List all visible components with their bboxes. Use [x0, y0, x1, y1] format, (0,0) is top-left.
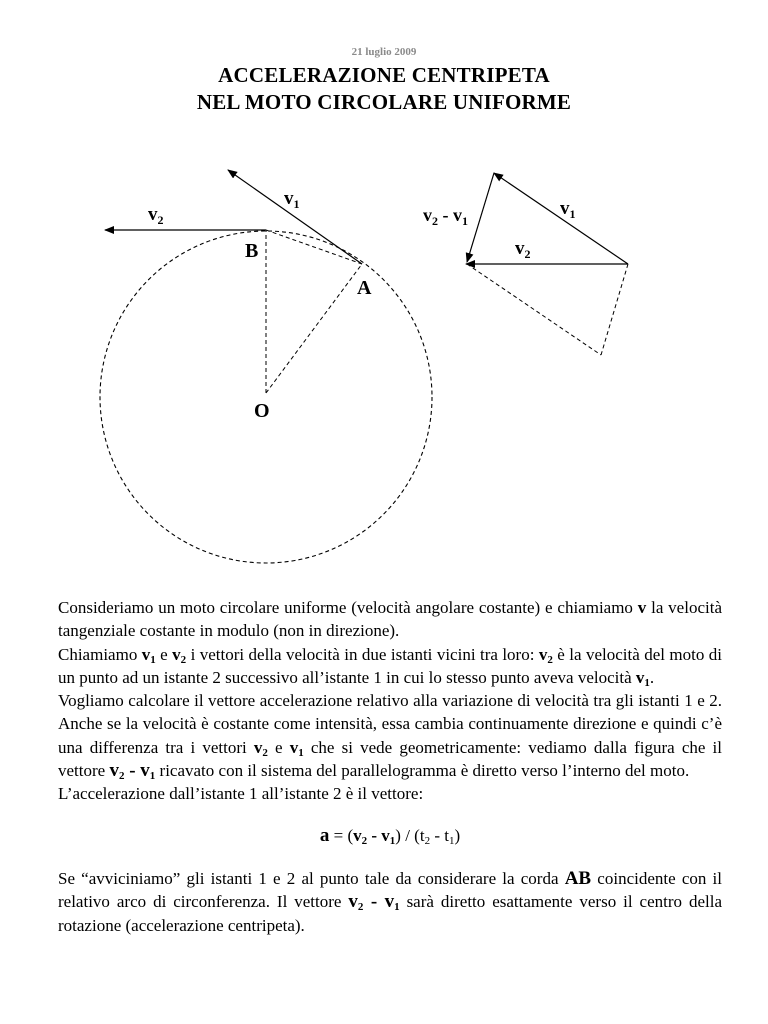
paragraph-5: Se “avviciniamo” gli istanti 1 e 2 al punto tale da considerare la corda AB coincidente con il relativo arco di circonferenza. Il vettore $v_2 - v_1$ sarà diretto esattamente verso il centro della rotazione (accelerazione centripeta).	[58, 867, 723, 935]
pg-label-v1: $v_1$	[560, 198, 576, 221]
paragraph-3: Vogliamo calcolare il vettore accelerazione relativo alla variazione di velocità tra gli istanti 1 e 2. Anche se la velocità è costante come intensità, essa cambia continuamente direzione e quindi c’è una differenza tra i vettori $v_2$ e $v_1$ che si vede geometricamente: vediamo dalla figura che il vettore $v_2 - v_1$ ricavato con il sistema del parallelogramma è diretto verso l’interno del moto.	[58, 691, 723, 783]
pg-dashed-side-1	[601, 264, 628, 355]
label-point-b: B	[245, 240, 259, 262]
radius-oa	[266, 264, 362, 393]
body-text	[58, 596, 722, 937]
pg-dashed-side-2	[467, 264, 601, 355]
label-point-o: O	[254, 400, 270, 422]
paragraph-2: Chiamiamo $v_1$ e $v_2$ i vettori della velocità in due istanti vicini tra loro: $v_2$ è la velocità del moto di un punto ad un istante 2 successivo all’istante 1 in cui lo stesso punto aveva velocità $v_1$.	[58, 644, 722, 689]
acceleration-formula: $a = (v_2 - v_1) / (t_2 - t_1)$	[319, 824, 461, 847]
pg-label-difference: $v_2 - v_1$	[423, 205, 468, 228]
title-line-1: ACCELERAZIONE CENTRIPETA	[218, 63, 550, 87]
paragraph-1: Consideriamo un moto circolare uniforme (velocità angolare costante) e chiamiamo v la velocità tangenziale costante in modulo (non in direzione).	[58, 598, 722, 641]
document-title	[0, 62, 768, 116]
label-point-a: A	[357, 277, 372, 299]
paragraph-4: L’accelerazione dall’istante 1 all’istante 2 è il vettore:	[58, 784, 424, 804]
title-line-2: NEL MOTO CIRCOLARE UNIFORME	[196, 90, 572, 114]
pg-difference-vector	[467, 173, 494, 262]
chord-ab	[266, 230, 362, 264]
label-v2: $v_2$	[148, 204, 164, 227]
velocity-diagram	[0, 150, 768, 580]
pg-label-v2: $v_2$	[515, 238, 531, 261]
document-date: 21 luglio 2009	[351, 46, 417, 58]
label-v1: $v_1$	[284, 188, 300, 211]
